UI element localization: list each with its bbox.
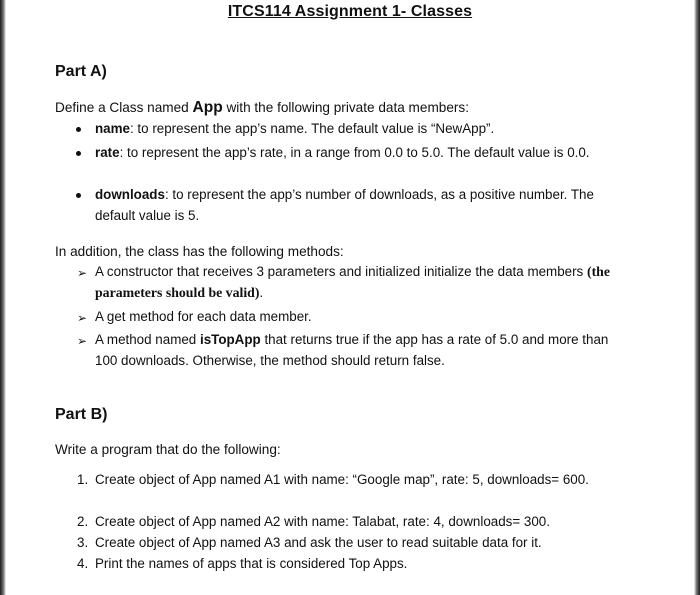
step-item-1: Create object of App named A1 with name: “Google map”, rate: 5, downloads= 600. [95, 472, 589, 487]
member-downloads-label: downloads [95, 187, 165, 202]
method-item-get: A get method for each data member. [95, 309, 312, 324]
bullet-dot-icon [76, 193, 81, 198]
step-item-4: Print the names of apps that is considered Top Apps. [95, 556, 408, 571]
arrow-bullet-icon: ➢ [77, 334, 88, 348]
step-number: 2. [77, 514, 89, 529]
step-number: 4. [77, 556, 89, 571]
member-name-desc: : to represent the app’s name. The default value is “NewApp”. [129, 121, 495, 136]
method-item-istopapp [95, 330, 615, 371]
part-b-heading: Part B) [55, 406, 108, 423]
bullet-dot-icon [76, 151, 81, 156]
page-edge-left [0, 0, 6, 595]
member-rate-desc: : to represent the app’s rate, in a range from 0.0 to 5.0. The default value is 0.0. [119, 145, 590, 160]
method-istopapp-before: A method named [95, 332, 200, 347]
arrow-bullet-icon: ➢ [77, 311, 88, 325]
member-item-name [95, 119, 615, 140]
document-title: ITCS114 Assignment 1- Classes [227, 3, 473, 20]
method-item-constructor [95, 262, 615, 303]
method-constructor-bold: (the parameters should be valid) [95, 264, 610, 300]
part-a-intro-after: with the following private data members: [222, 100, 469, 115]
method-istopapp-name: isTopApp [199, 332, 261, 347]
page-edge-right [694, 0, 700, 595]
member-item-rate [95, 143, 615, 164]
member-downloads-desc: : to represent the app’s number of downloads, as a positive number. The default value is 5. [95, 187, 594, 223]
arrow-bullet-icon: ➢ [77, 266, 88, 280]
method-constructor-end: . [259, 284, 264, 300]
step-number: 1. [77, 472, 89, 487]
part-a-intro-class: App [192, 99, 223, 116]
member-name-label: name [95, 121, 130, 136]
bullet-dot-icon [76, 127, 81, 132]
method-constructor-text: A constructor that receives 3 parameters and initialized initialize the data members [95, 264, 587, 279]
step-item-2: Create object of App named A2 with name: Talabat, rate: 4, downloads= 300. [95, 514, 550, 529]
member-rate-label: rate [95, 145, 120, 160]
member-item-downloads [95, 185, 615, 226]
part-a-heading: Part A) [55, 63, 107, 80]
part-b-intro: Write a program that do the following: [55, 442, 281, 457]
step-item-3: Create object of App named A3 and ask the user to read suitable data for it. [95, 535, 542, 550]
method-istopapp-after: that returns true if the app has a rate of 5.0 and more than 100 downloads. Otherwise, the method should return false. [95, 332, 609, 368]
part-a-intro [55, 98, 469, 117]
part-a-intro-before: Define a Class named [55, 100, 193, 115]
step-number: 3. [77, 535, 89, 550]
methods-intro: In addition, the class has the following methods: [55, 244, 344, 259]
